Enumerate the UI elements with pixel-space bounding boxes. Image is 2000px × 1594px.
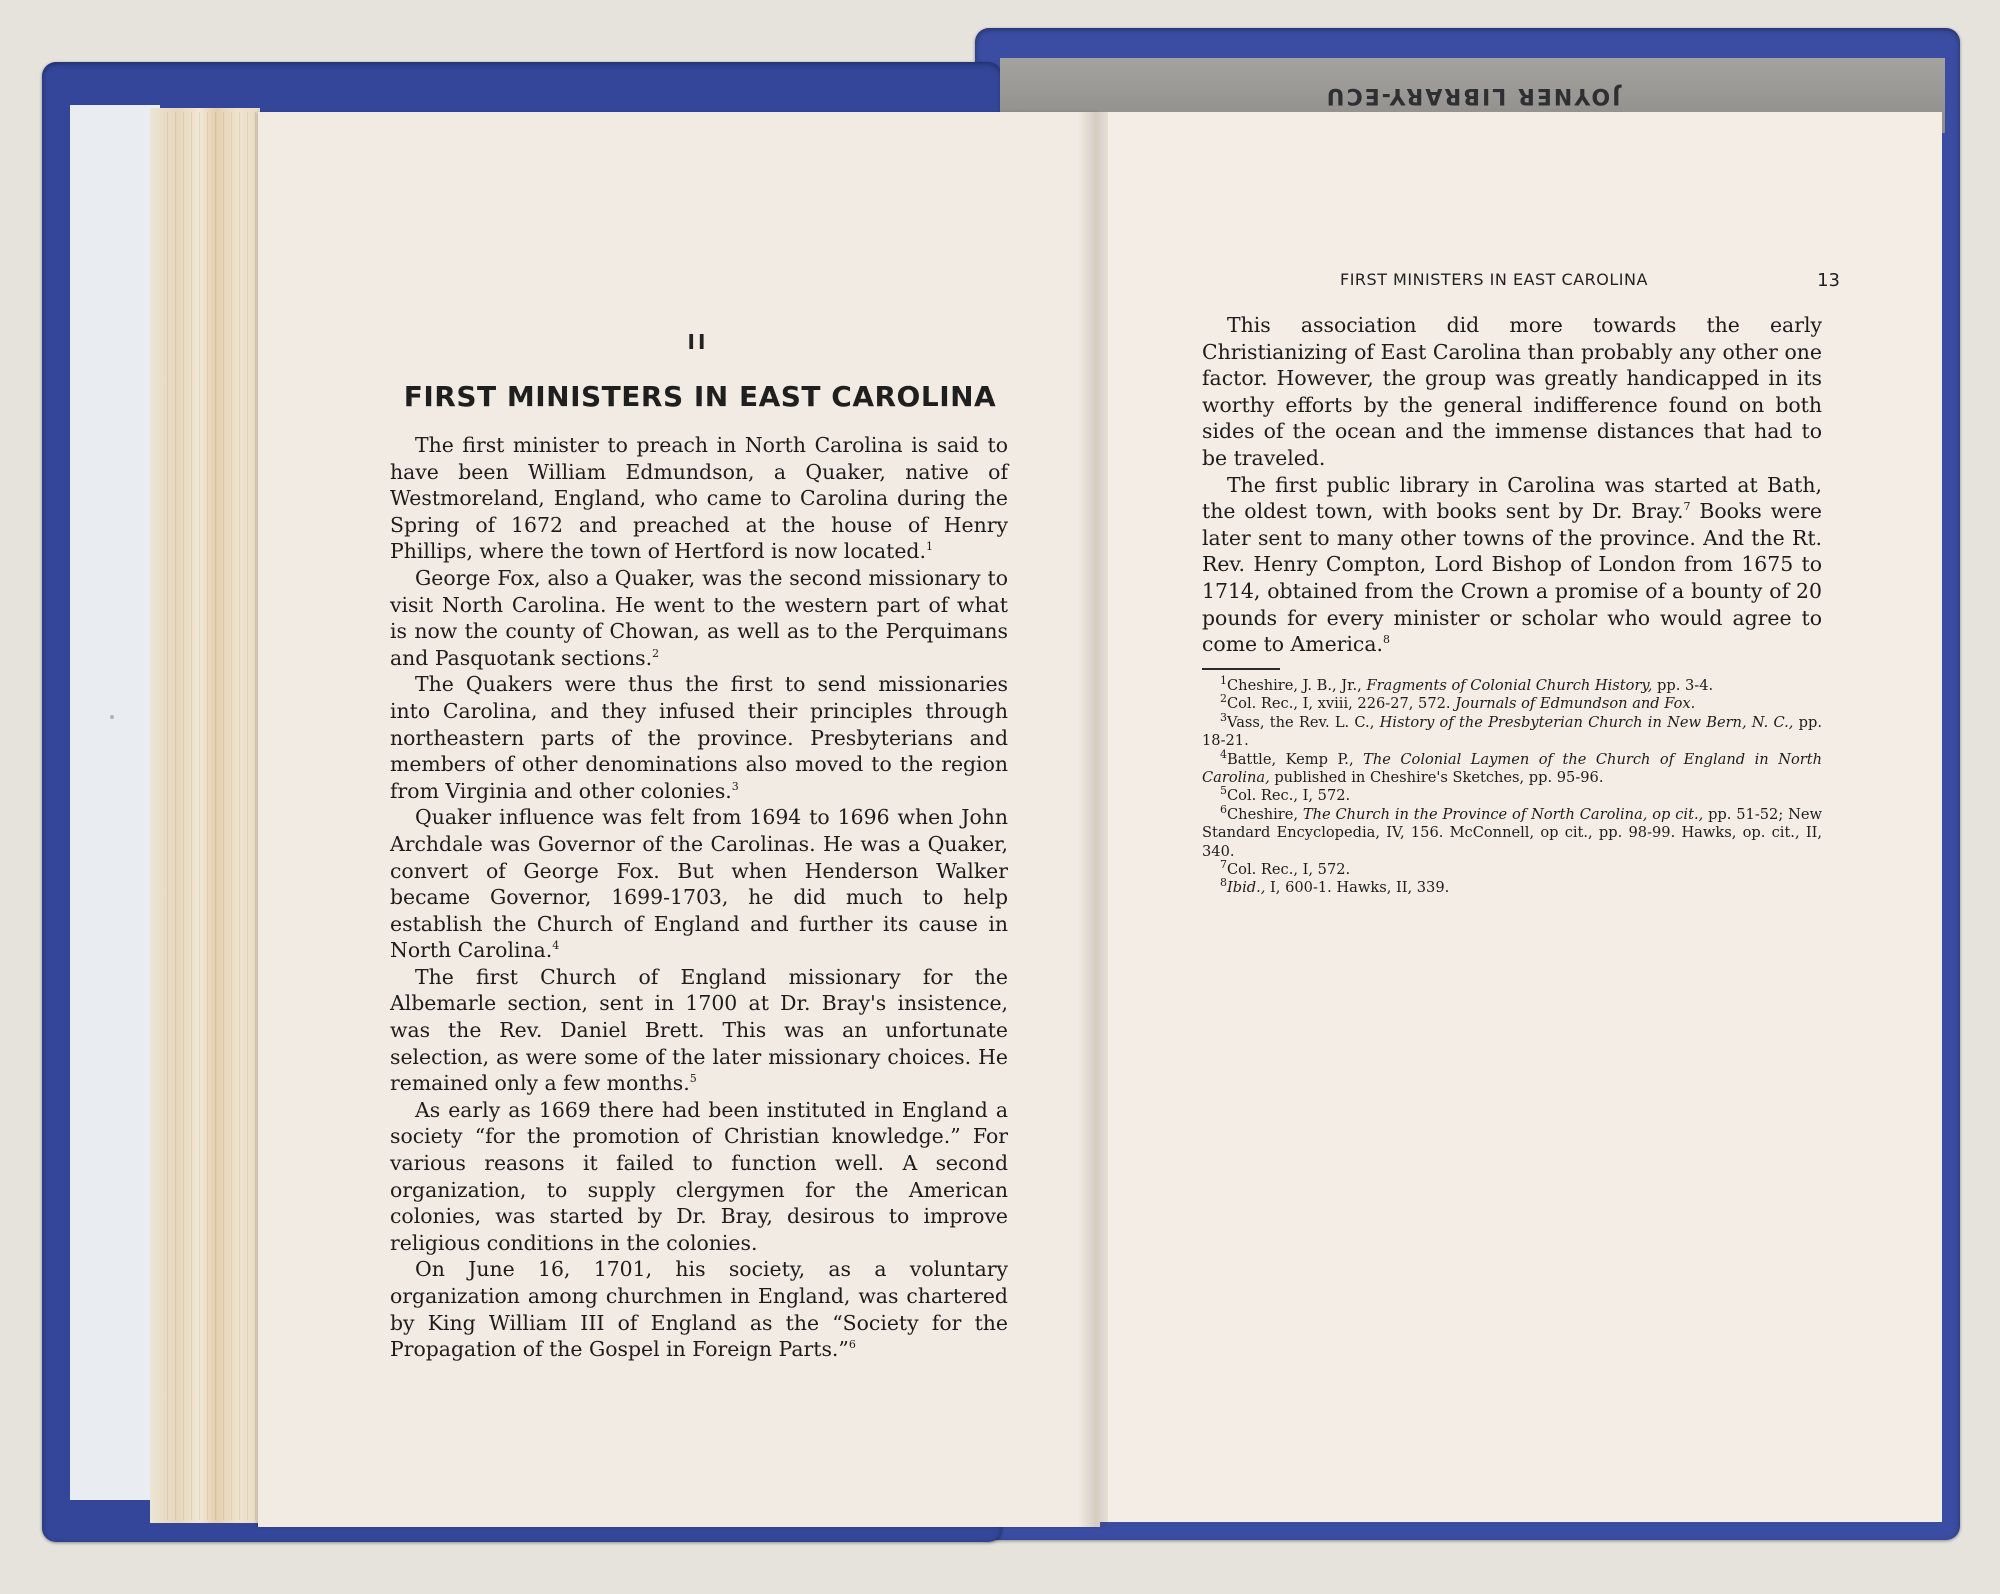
page-stack-edges (160, 112, 260, 1520)
gutter-shadow (1078, 112, 1108, 1527)
footnote-rule (1202, 668, 1280, 670)
paragraph: This association did more towards the early Christianizing of East Carolina than probably any other one factor. However, the group was greatly handicapped in its worthy efforts by the general indifference found on both sides of the ocean and the immense distances that had to be traveled. (1202, 313, 1822, 470)
footnote: $^8$Ibid., I, 600-1. Hawks, II, 339. (1220, 876, 1450, 897)
footnote-mark: 4 (552, 939, 560, 953)
footnote-mark: 8 (1383, 633, 1390, 647)
chapter-title: FIRST MINISTERS IN EAST CAROLINA (403, 380, 997, 413)
page-number: 13 (1817, 270, 1840, 291)
footnotes (1202, 674, 1822, 898)
running-head: FIRST MINISTERS IN EAST CAROLINA (1340, 270, 1648, 289)
page-mark (110, 715, 114, 719)
paragraph: George Fox, also a Quaker, was the second missionary to visit North Carolina. He went to the western part of what is now the county of Chowan, as well as to the Perquimans and Pasquotank sections.$^2$ (390, 565, 1008, 670)
footnote-mark: 1 (925, 540, 933, 554)
paragraph: The Quakers were thus the first to send missionaries into Carolina, and they infused their principles through northeastern parts of the province. Presbyterians and members of other denominations also moved to the region from Virginia and other colonies.$^3$ (390, 672, 1008, 803)
library-stamp: JOYNER LIBRARY-ECU (1324, 83, 1621, 108)
paragraph: The first minister to preach in North Carolina is said to have been William Edmundson, a Quaker, native of Westmoreland, England, who came to Carolina during the Spring of 1672 and preached at the house of Henry Phillips, where the town of Hertford is now located.$^1$ (390, 433, 1008, 564)
footnote-mark: 5 (689, 1072, 697, 1086)
footnote-mark: 2 (652, 646, 660, 660)
footnote: $^1$Cheshire, J. B., Jr., Fragments of Colonial Church History, pp. 3-4. (1220, 674, 1714, 694)
footnote: $^4$Battle, Kemp P., The Colonial Laymen of the Church of England in North Carolina, published in Cheshire's Sketches, pp. 95-96. (1202, 747, 1822, 787)
endpaper (70, 105, 160, 1500)
paragraph: The first Church of England missionary for the Albemarle section, sent in 1700 at Dr. Bray's insistence, was the Rev. Daniel Brett. This was an unfortunate selection, as were some of the later missionary choices. He remained only a few months.$^5$ (390, 964, 1008, 1096)
left-page-body (390, 432, 1008, 1363)
paragraph: Quaker influence was felt from 1694 to 1696 when John Archdale was Governor of the Carolinas. He was a Quaker, convert of George Fox. But when Henderson Walker became Governor, 1699-1703, he did much to help establish the Church of England and further its cause in North Carolina.$^4$ (390, 805, 1008, 963)
footnote: $^3$Vass, the Rev. L. C., History of the Presbyterian Church in New Bern, N. C., pp. 18-21. (1202, 710, 1822, 750)
footnote-mark: 3 (731, 779, 739, 793)
footnote-mark: 7 (1683, 500, 1691, 514)
footnote: $^2$Col. Rec., I, xviii, 226-27, 572. Journals of Edmundson and Fox. (1220, 692, 1696, 713)
right-page-body (1202, 312, 1822, 658)
paragraph: As early as 1669 there had been instituted in England a society “for the promotion of Christian knowledge.” For various reasons it failed to function well. A second organization, to supply clergymen for the American colonies, was started by Dr. Bray, desirous to improve religious conditions in the colonies. (390, 1097, 1008, 1255)
footnote: $^6$Cheshire, The Church in the Province of North Carolina, op cit., pp. 51-52; New Standard Encyclopedia, IV, 156. McConnell, op cit., pp. 98-99. Hawks, op. cit., II, 340. (1202, 802, 1822, 860)
paragraph: On June 16, 1701, his society, as a voluntary organization among churchmen in England, was chartered by King William III of England as the “Society for the Propagation of the Gospel in Foreign Parts.”$^6$ (390, 1257, 1008, 1362)
chapter-number: II (687, 330, 709, 354)
footnote-mark: 6 (848, 1338, 856, 1352)
paragraph: The first public library in Carolina was started at Bath, the oldest town, with books sent by Dr. Bray.$^7$ Books were later sent to many other towns of the province. And the Rt. Rev. Henry Compton, Lord Bishop of London from 1675 to 1714, obtained from the Crown a promise of a bounty of 20 pounds for every minister or scholar who would agree to come to America.$^8$ (1202, 472, 1822, 657)
footnote: $^5$Col. Rec., I, 572. (1220, 784, 1351, 805)
footnote: $^7$Col. Rec., I, 572. (1220, 858, 1351, 879)
